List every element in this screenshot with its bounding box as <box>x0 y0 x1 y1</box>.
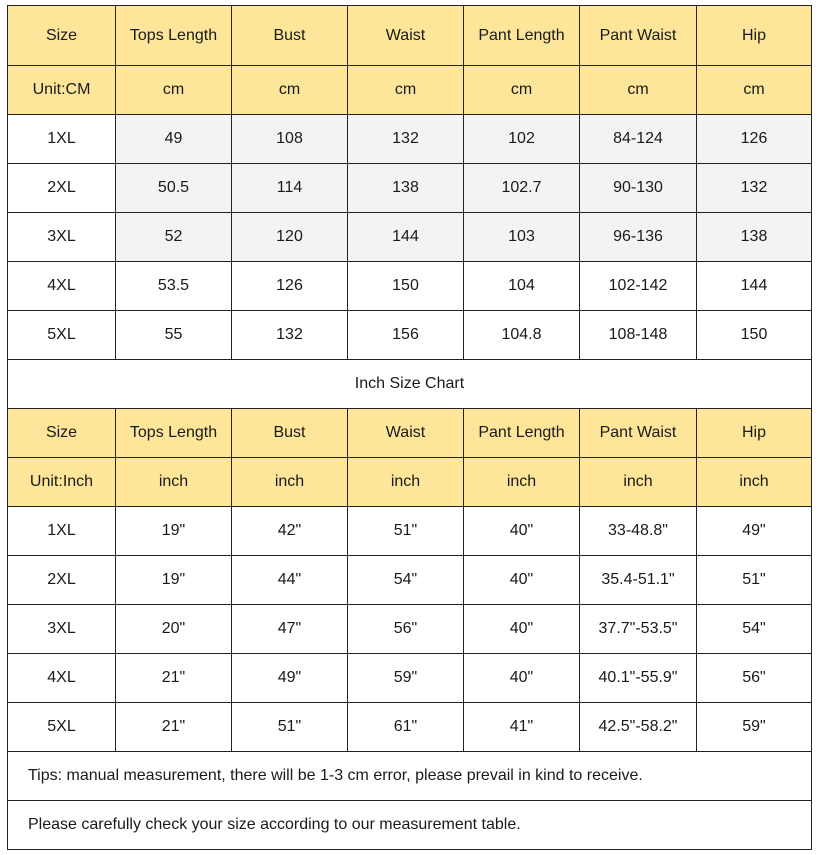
column-header: Pant Waist <box>580 409 697 458</box>
size-label: 2XL <box>8 164 116 213</box>
cm_table-unit-row <box>8 66 812 115</box>
unit-cell: cm <box>116 66 232 115</box>
table-row <box>8 262 812 311</box>
measurement-cell: 51" <box>697 556 812 605</box>
unit-cell: cm <box>464 66 580 115</box>
measurement-cell: 50.5 <box>116 164 232 213</box>
size-label: 5XL <box>8 311 116 360</box>
table-row <box>8 115 812 164</box>
measurement-cell: 40" <box>464 507 580 556</box>
measurement-cell: 47" <box>232 605 348 654</box>
measurement-cell: 35.4-51.1" <box>580 556 697 605</box>
size-label: 2XL <box>8 556 116 605</box>
measurement-cell: 42" <box>232 507 348 556</box>
unit-cell: Unit:Inch <box>8 458 116 507</box>
measurement-cell: 102-142 <box>580 262 697 311</box>
measurement-cell: 132 <box>232 311 348 360</box>
measurement-cell: 90-130 <box>580 164 697 213</box>
measurement-cell: 56" <box>697 654 812 703</box>
measurement-cell: 103 <box>464 213 580 262</box>
measurement-cell: 21" <box>116 703 232 752</box>
column-header: Size <box>8 6 116 66</box>
inch-title-row <box>8 360 812 409</box>
measurement-cell: 126 <box>697 115 812 164</box>
measurement-cell: 120 <box>232 213 348 262</box>
inch_table-header-row <box>8 409 812 458</box>
column-header: Hip <box>697 6 812 66</box>
unit-cell: cm <box>580 66 697 115</box>
measurement-cell: 52 <box>116 213 232 262</box>
size-label: 3XL <box>8 605 116 654</box>
column-header: Waist <box>348 409 464 458</box>
measurement-cell: 44" <box>232 556 348 605</box>
measurement-cell: 20" <box>116 605 232 654</box>
column-header: Tops Length <box>116 6 232 66</box>
measurement-cell: 104.8 <box>464 311 580 360</box>
tips-row <box>8 752 812 801</box>
measurement-cell: 102.7 <box>464 164 580 213</box>
measurement-cell: 49" <box>697 507 812 556</box>
measurement-cell: 49" <box>232 654 348 703</box>
table-row <box>8 507 812 556</box>
column-header: Tops Length <box>116 409 232 458</box>
column-header: Pant Length <box>464 409 580 458</box>
table-row <box>8 605 812 654</box>
measurement-cell: 84-124 <box>580 115 697 164</box>
column-header: Pant Waist <box>580 6 697 66</box>
measurement-cell: 156 <box>348 311 464 360</box>
measurement-cell: 40" <box>464 605 580 654</box>
table-row <box>8 164 812 213</box>
measurement-cell: 132 <box>697 164 812 213</box>
measurement-cell: 59" <box>348 654 464 703</box>
measurement-cell: 102 <box>464 115 580 164</box>
measurement-cell: 37.7"-53.5" <box>580 605 697 654</box>
table-row <box>8 311 812 360</box>
table-row <box>8 556 812 605</box>
size-label: 3XL <box>8 213 116 262</box>
measurement-cell: 49 <box>116 115 232 164</box>
column-header: Pant Length <box>464 6 580 66</box>
unit-cell: cm <box>232 66 348 115</box>
measurement-cell: 132 <box>348 115 464 164</box>
unit-cell: inch <box>232 458 348 507</box>
column-header: Hip <box>697 409 812 458</box>
measurement-cell: 150 <box>348 262 464 311</box>
column-header: Waist <box>348 6 464 66</box>
measurement-cell: 40.1"-55.9" <box>580 654 697 703</box>
measurement-cell: 54" <box>348 556 464 605</box>
measurement-cell: 108 <box>232 115 348 164</box>
measurement-cell: 96-136 <box>580 213 697 262</box>
unit-cell: cm <box>697 66 812 115</box>
unit-cell: inch <box>697 458 812 507</box>
measurement-cell: 40" <box>464 654 580 703</box>
measurement-cell: 21" <box>116 654 232 703</box>
measurement-cell: 19" <box>116 507 232 556</box>
measurement-cell: 41" <box>464 703 580 752</box>
table-row <box>8 703 812 752</box>
measurement-cell: 144 <box>697 262 812 311</box>
unit-cell: inch <box>116 458 232 507</box>
unit-cell: cm <box>348 66 464 115</box>
column-header: Bust <box>232 409 348 458</box>
table-row <box>8 654 812 703</box>
measurement-cell: 144 <box>348 213 464 262</box>
measurement-cell: 61" <box>348 703 464 752</box>
size-chart-table <box>7 5 812 850</box>
measurement-cell: 104 <box>464 262 580 311</box>
measurement-cell: 108-148 <box>580 311 697 360</box>
size-label: 5XL <box>8 703 116 752</box>
table-row <box>8 213 812 262</box>
measurement-cell: 55 <box>116 311 232 360</box>
inch-chart-title: Inch Size Chart <box>8 360 812 409</box>
measurement-cell: 42.5"-58.2" <box>580 703 697 752</box>
check-note: Please carefully check your size according to our measurement table. <box>8 801 812 850</box>
unit-cell: inch <box>464 458 580 507</box>
size-label: 1XL <box>8 507 116 556</box>
size-label: 4XL <box>8 262 116 311</box>
measurement-cell: 138 <box>348 164 464 213</box>
column-header: Bust <box>232 6 348 66</box>
unit-cell: inch <box>348 458 464 507</box>
unit-cell: inch <box>580 458 697 507</box>
measurement-cell: 51" <box>232 703 348 752</box>
measurement-cell: 40" <box>464 556 580 605</box>
measurement-cell: 150 <box>697 311 812 360</box>
measurement-cell: 114 <box>232 164 348 213</box>
measurement-cell: 59" <box>697 703 812 752</box>
measurement-cell: 56" <box>348 605 464 654</box>
check-row <box>8 801 812 850</box>
unit-cell: Unit:CM <box>8 66 116 115</box>
column-header: Size <box>8 409 116 458</box>
cm_table-header-row <box>8 6 812 66</box>
measurement-cell: 33-48.8" <box>580 507 697 556</box>
size-label: 1XL <box>8 115 116 164</box>
measurement-cell: 126 <box>232 262 348 311</box>
inch_table-unit-row <box>8 458 812 507</box>
measurement-cell: 19" <box>116 556 232 605</box>
measurement-cell: 138 <box>697 213 812 262</box>
measurement-cell: 51" <box>348 507 464 556</box>
measurement-cell: 53.5 <box>116 262 232 311</box>
tips-note: Tips: manual measurement, there will be 1-3 cm error, please prevail in kind to receive. <box>8 752 812 801</box>
measurement-cell: 54" <box>697 605 812 654</box>
size-label: 4XL <box>8 654 116 703</box>
